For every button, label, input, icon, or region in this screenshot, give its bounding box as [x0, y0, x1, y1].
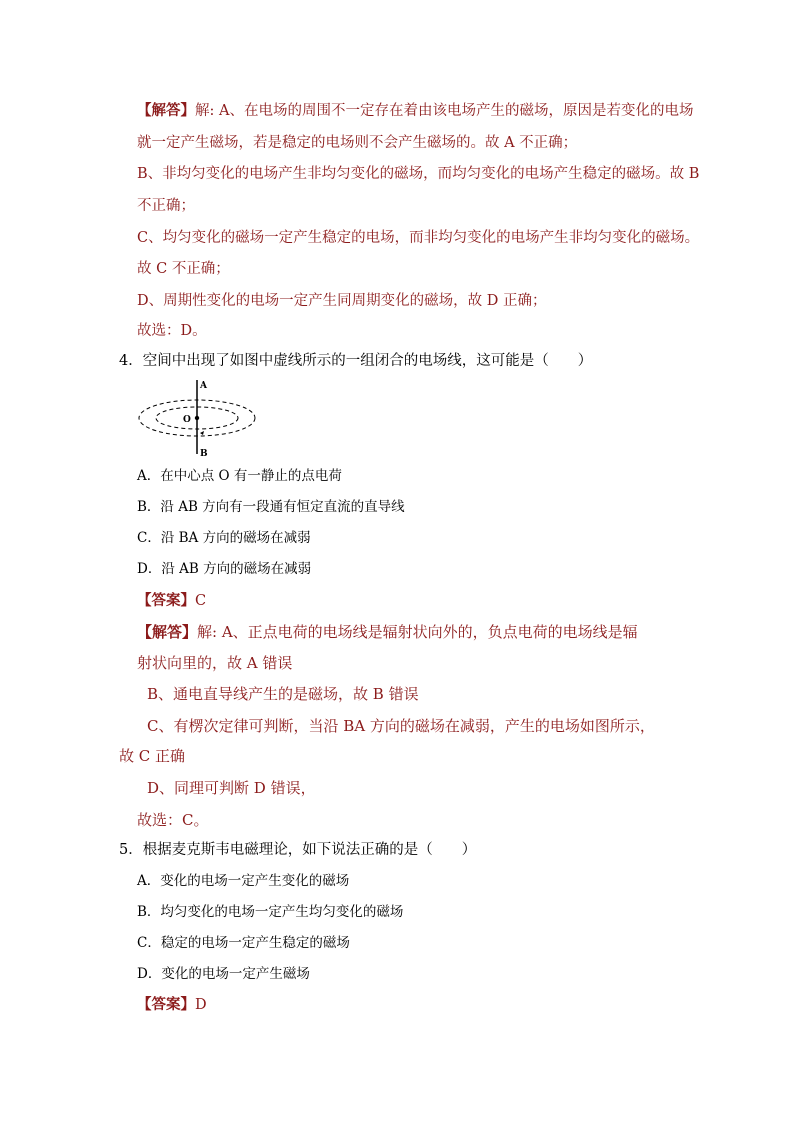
q4-explain-line-3: B、通电直导线产生的是磁场，故 B 错误 — [147, 685, 419, 703]
explain-bracket: 【解答】 — [137, 102, 195, 119]
label-a: A — [200, 381, 207, 391]
q5-stem: 5．根据麦克斯韦电磁理论，如下说法正确的是（ ） — [119, 842, 477, 858]
q4-explain-line-4: C、有楞次定律可判断，当沿 BA 方向的磁场在减弱，产生的电场如图所示， — [147, 717, 655, 735]
q4-explain-line-7: 故选：C。 — [137, 811, 209, 829]
q4-explain-line-5: 故 C 正确 — [119, 747, 186, 765]
q4-option-b: B．沿 AB 方向有一段通有恒定直流的直导线 — [137, 499, 405, 515]
q4-answer-value: C — [195, 593, 207, 609]
q3-explain-line-6: 故 C 不正确； — [137, 261, 230, 277]
center-point — [195, 416, 199, 420]
q4-field-diagram — [130, 378, 260, 460]
q3-explain-line-5: C、均匀变化的磁场一定产生稳定的电场，而非均匀变化的电场产生非均匀变化的磁场。 — [137, 230, 700, 246]
q3-explain-line-2: 就一定产生磁场，若是稳定的电场则不会产生磁场的。故 A 不正确； — [137, 135, 578, 151]
q5-option-a: A．变化的电场一定产生变化的磁场 — [137, 873, 350, 889]
q4-explain-line-2: 射状向里的，故 A 错误 — [137, 654, 293, 672]
q5-option-d: D．变化的电场一定产生磁场 — [137, 966, 310, 982]
q4-explain-line-6: D、同理可判断 D 错误， — [147, 779, 316, 797]
q3-explain-line-3: B、非均匀变化的电场产生非均匀变化的磁场，而均匀变化的电场产生稳定的磁场。故 B — [137, 166, 700, 182]
q3-explain-line-7: D、周期性变化的电场一定产生同周期变化的磁场，故 D 正确； — [137, 293, 547, 309]
q4-answer: 【答案】C — [137, 592, 207, 609]
q5-answer: 【答案】D — [137, 996, 207, 1013]
q3-explain-line-1: 【解答】解: A、在电场的周围不一定存在着由该电场产生的磁场，原因是若变化的电场 — [137, 102, 694, 119]
q5-answer-value: D — [195, 997, 207, 1013]
q3-explain-line-4: 不正确； — [137, 198, 195, 214]
q4-option-c: C．沿 BA 方向的磁场在减弱 — [137, 530, 311, 546]
q5-option-b: B．均匀变化的电场一定产生均匀变化的磁场 — [137, 904, 404, 920]
q5-option-c: C．稳定的电场一定产生稳定的磁场 — [137, 935, 350, 951]
q4-stem: 4．空间中出现了如图中虚线所示的一组闭合的电场线，这可能是（ ） — [119, 353, 593, 369]
q4-explain-line-1: 【解答】解: A、正点电荷的电场线是辐射状向外的，负点电荷的电场线是辐 — [137, 623, 638, 641]
loop-arrow-icon — [200, 431, 204, 435]
label-o: O — [183, 415, 191, 425]
q3-explain-line-8: 故选：D。 — [137, 323, 207, 339]
q4-option-d: D．沿 AB 方向的磁场在减弱 — [137, 561, 312, 577]
label-b: B — [200, 449, 208, 459]
q4-option-a: A．在中心点 O 有一静止的点电荷 — [137, 468, 342, 484]
